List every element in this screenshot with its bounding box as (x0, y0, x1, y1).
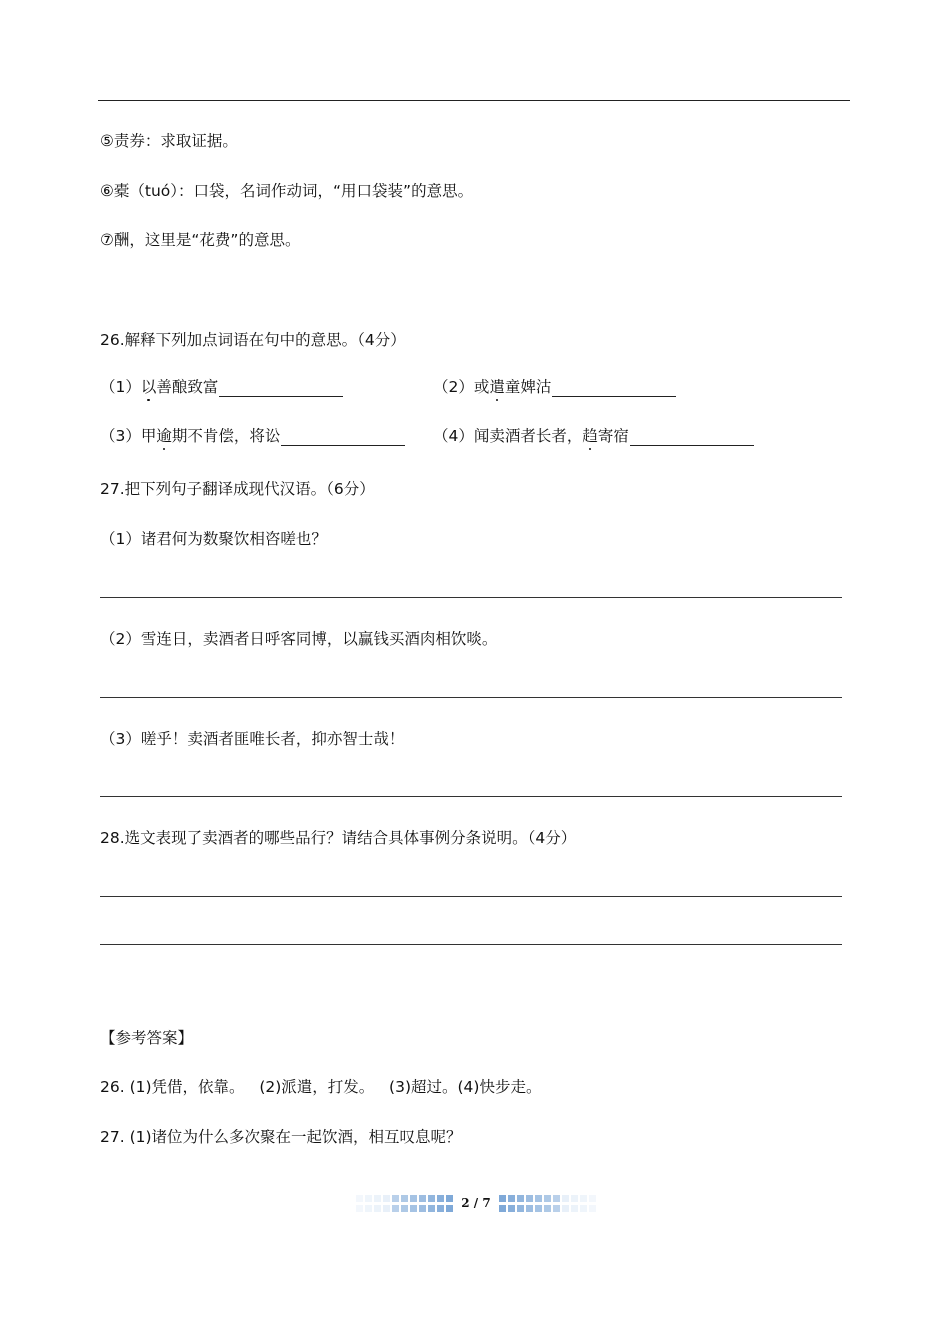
q27-item-3: （3）嗟乎！卖酒者匪唯长者，抑亦智士哉！ (100, 730, 405, 748)
footer-square (508, 1205, 515, 1212)
footer-square (589, 1195, 596, 1202)
footer-square (508, 1195, 515, 1202)
footer-square (437, 1205, 444, 1212)
answer-blank[interactable] (281, 429, 405, 446)
q26-item-3: （3）甲逾期不肯偿，将讼 (100, 426, 405, 446)
q27-title: 27.把下列句子翻译成现代汉语。（6分） (100, 480, 375, 498)
q26-item-4: （4）闻卖酒者长者，趋寄宿 (433, 426, 754, 446)
footer-square (499, 1205, 506, 1212)
footer-decoration-right (499, 1195, 596, 1212)
footer-square (580, 1205, 587, 1212)
page-footer (345, 1192, 607, 1214)
q26-item-2: （2）或遣童婢沽 (433, 377, 676, 397)
footer-square (374, 1195, 381, 1202)
footer-square (562, 1205, 569, 1212)
footer-square (544, 1205, 551, 1212)
footer-square (428, 1195, 435, 1202)
answer-line[interactable] (100, 796, 842, 797)
note-5: ⑤责券：求取证据。 (100, 132, 238, 150)
footer-square (446, 1195, 453, 1202)
footer-square (526, 1205, 533, 1212)
footer-square (365, 1195, 372, 1202)
q26-item-1: （1）以善酿致富 (100, 377, 343, 397)
answer-27: 27. (1)诸位为什么多次聚在一起饮酒，相互叹息呢？ (100, 1128, 462, 1146)
q27-item-1: （1）诸君何为数聚饮相咨嗟也？ (100, 530, 327, 548)
dotted-word: 趋 (582, 427, 598, 445)
q26-title: 26.解释下列加点词语在句中的意思。（4分） (100, 331, 406, 349)
footer-square (356, 1195, 363, 1202)
dotted-word: 遣 (489, 378, 505, 396)
footer-square (526, 1195, 533, 1202)
footer-square (544, 1195, 551, 1202)
q28-title: 28.选文表现了卖酒者的哪些品行？请结合具体事例分条说明。（4分） (100, 829, 577, 847)
footer-square (499, 1195, 506, 1202)
footer-square (392, 1195, 399, 1202)
footer-square (535, 1195, 542, 1202)
page-number: 2 / 7 (461, 1196, 491, 1210)
footer-decoration-left (356, 1195, 453, 1212)
footer-square (517, 1205, 524, 1212)
footer-square (428, 1205, 435, 1212)
answer-line[interactable] (100, 597, 842, 598)
dotted-word: 以 (140, 378, 157, 396)
answer-blank[interactable] (552, 380, 676, 397)
footer-square (446, 1205, 453, 1212)
footer-square (401, 1205, 408, 1212)
answer-26: 26. (1)凭借，依靠。 (2)派遣，打发。 (3)超过。(4)快步走。 (100, 1078, 542, 1096)
footer-square (535, 1205, 542, 1212)
footer-square (562, 1195, 569, 1202)
footer-square (419, 1195, 426, 1202)
footer-square (517, 1195, 524, 1202)
footer-square (374, 1205, 381, 1212)
footer-square (553, 1195, 560, 1202)
note-6: ⑥橐（tuó）：口袋，名词作动词，“用口袋装”的意思。 (100, 182, 474, 200)
footer-square (419, 1205, 426, 1212)
note-7: ⑦酬，这里是“花费”的意思。 (100, 231, 301, 249)
header-rule (98, 100, 850, 101)
footer-square (571, 1195, 578, 1202)
footer-square (437, 1195, 444, 1202)
answer-line[interactable] (100, 697, 842, 698)
footer-square (571, 1205, 578, 1212)
answer-line[interactable] (100, 944, 842, 945)
footer-square (580, 1195, 587, 1202)
footer-square (392, 1205, 399, 1212)
answer-blank[interactable] (219, 380, 343, 397)
answer-line[interactable] (100, 896, 842, 897)
footer-square (589, 1205, 596, 1212)
footer-square (401, 1195, 408, 1202)
footer-square (410, 1205, 417, 1212)
footer-square (553, 1205, 560, 1212)
q27-item-2: （2）雪连日，卖酒者日呼客同博，以赢钱买酒肉相饮啖。 (100, 630, 498, 648)
footer-square (356, 1205, 363, 1212)
footer-square (383, 1195, 390, 1202)
footer-square (383, 1205, 390, 1212)
dotted-word: 逾 (156, 427, 172, 445)
footer-square (365, 1205, 372, 1212)
answer-blank[interactable] (630, 429, 754, 446)
answers-heading: 【参考答案】 (100, 1029, 194, 1047)
footer-square (410, 1195, 417, 1202)
